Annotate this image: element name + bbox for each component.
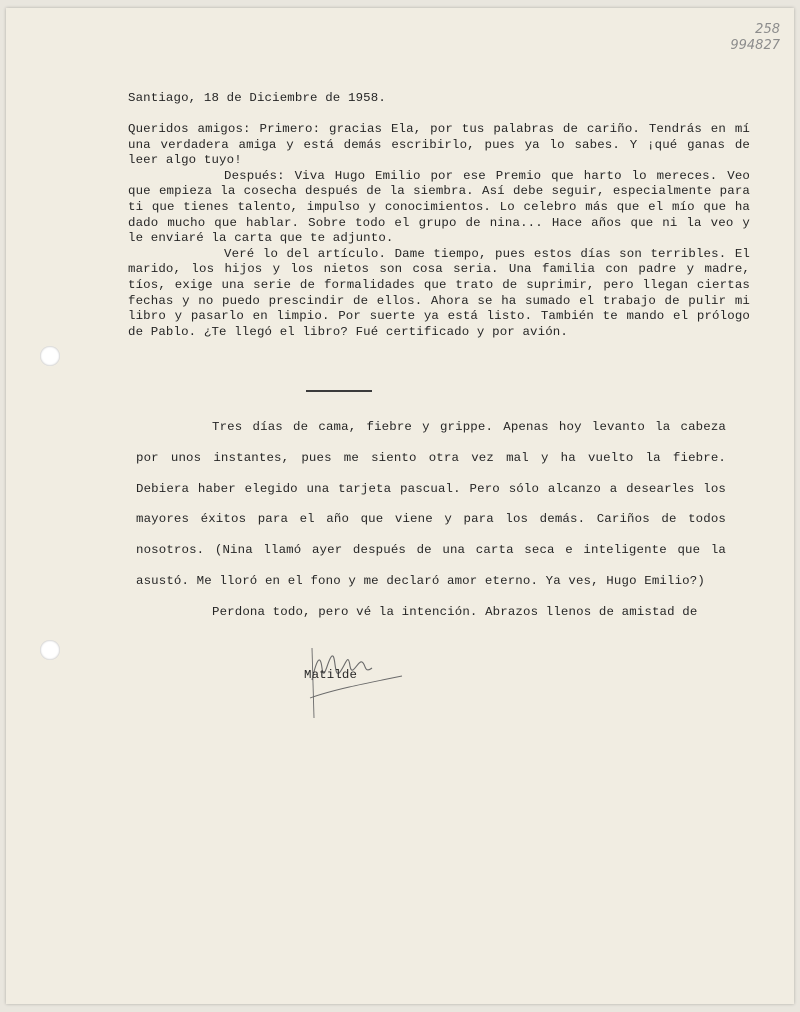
letter-page xyxy=(6,8,794,1004)
paragraph: Tres días de cama, fiebre y grippe. Apenas hoy levanto la cabeza por unos instantes, pues me siento otra vez mal y ha vuelto la fiebre. Debiera haber elegido una tarjeta pascual. Pero sólo alcanzo a desearles los mayores éxitos para el año que viene y para los demás. Cariños de todos nosotros. (Nina llamó ayer después de una carta seca e inteligente que la asustó. Me lloró en el fono y me declaró amor eterno. Ya ves, Hugo Emilio?) xyxy=(136,420,726,588)
archive-number: 994827 xyxy=(730,38,780,53)
letter-body-first xyxy=(128,122,750,340)
section-divider xyxy=(306,390,372,392)
letter-body-second xyxy=(136,412,726,628)
paragraph: Queridos amigos: Primero: gracias Ela, por tus palabras de cariño. Tendrás en mí una verdadera amiga y está demás escribirlo, pues ya lo sabes. Y ¡qué ganas de leer algo tuyo! xyxy=(128,122,750,168)
paragraph: Después: Viva Hugo Emilio por ese Premio que harto lo mereces. Veo que empieza la cosecha después de la siembra. Así debe seguir, especialmente para ti que tienes talento, impulso y conocimientos. Lo celebro más que el mío que ha dado mucho que hablar. Sobre todo el grupo de nina... Hace años que ni la veo y le enviaré la carta que te adjunto. xyxy=(128,168,750,246)
paragraph: Veré lo del artículo. Dame tiempo, pues estos días son terribles. El marido, los hijos y los nietos son cosa seria. Una familia con padre y madre, tíos, exige una serie de formalidades que trato de suprimir, pero llegan ciertas fechas y no puedo prescindir de ellos. Ahora se ha sumado el trabajo de pulir mi libro y pasarlo en limpio. Por suerte ya está listo. También te mando el prólogo de Pablo. ¿Te llegó el libro? Fué certificado y por avión. xyxy=(128,246,750,339)
archive-reference xyxy=(730,22,780,54)
signature-name: Matilde xyxy=(304,668,358,682)
archive-number: 258 xyxy=(755,22,780,37)
date-line: Santiago, 18 de Diciembre de 1958. xyxy=(128,91,386,105)
punch-hole-bottom xyxy=(40,640,60,660)
paragraph: Perdona todo, pero vé la intención. Abrazos llenos de amistad de xyxy=(212,604,698,619)
punch-hole-top xyxy=(40,346,60,366)
